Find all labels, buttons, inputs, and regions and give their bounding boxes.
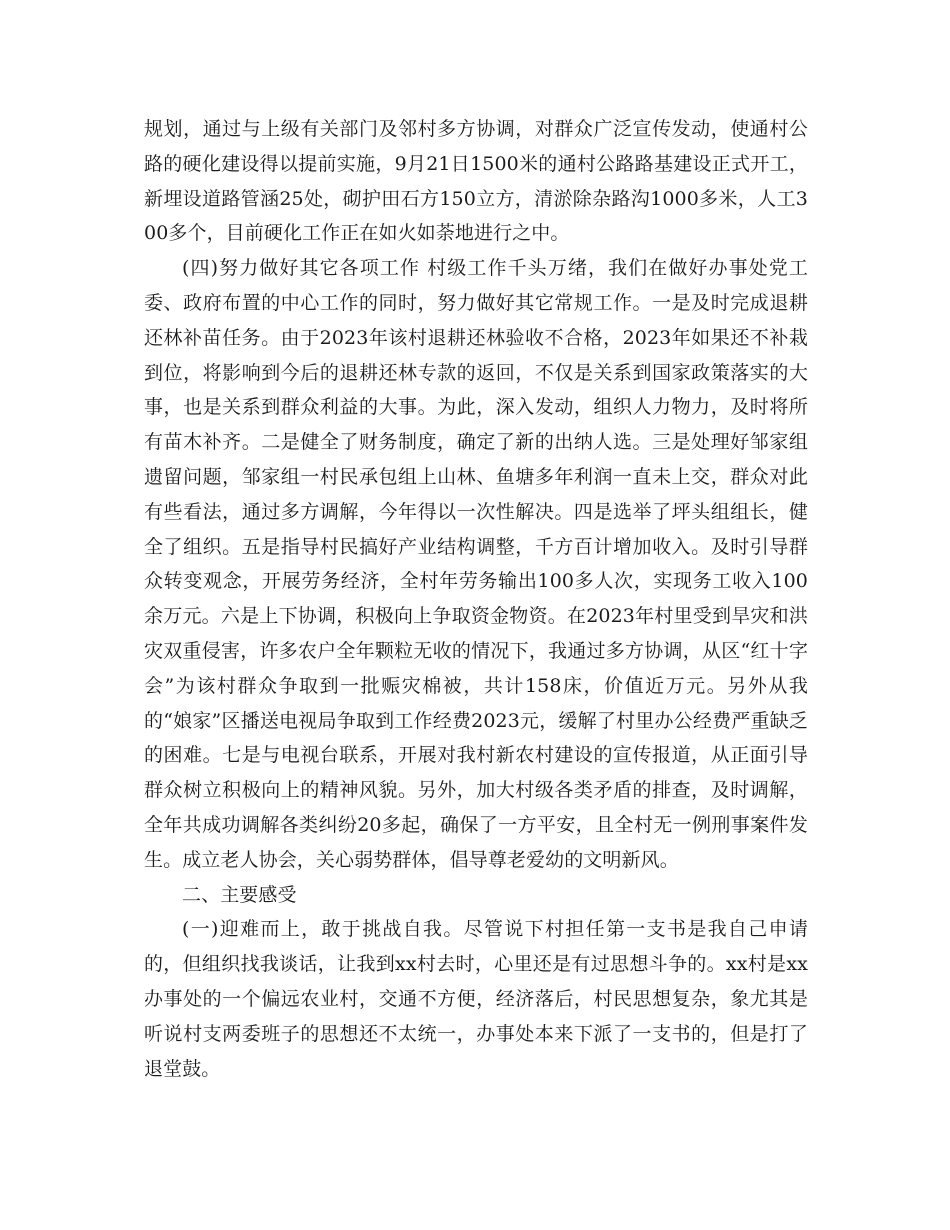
paragraph-road-construction: 规划，通过与上级有关部门及邻村多方协调，对群众广泛宣传发动，使通村公路的硬化建设得以提前实施，9月21日1500米的通村公路路基建设正式开工，新埋设道路管涵25处，砌护田石方150立方，清淤除杂路沟1000多米，人工300多个，目前硬化工作正在如火如荼地进行之中。	[144, 118, 808, 245]
paragraph-other-work: (四)努力做好其它各项工作 村级工作千头万绪，我们在做好办事处党工委、政府布置的中心工作的同时，努力做好其它常规工作。一是及时完成退耕还林补苗任务。由于2023年该村退耕还林验收不合格，2023年如果还不补栽到位，将影响到今后的退耕还林专款的返回，不仅是关系到国家政策落实的大事，也是关系到群众利益的大事。为此，深入发动，组织人力物力，及时将所有苗木补齐。二是健全了财务制度，确定了新的出纳人选。三是处理好邹家组遗留问题，邹家组一村民承包组上山林、鱼塘多年利润一直未上交，群众对此有些看法，通过多方调解，今年得以一次性解决。四是选举了坪头组组长，健全了组织。五是指导村民搞好产业结构调整，千方百计增加收入。及时引导群众转变观念，开展劳务经济，全村年劳务输出100多人次，实现务工收入100余万元。六是上下协调，积极向上争取资金物资。在2023年村里受到旱灾和洪灾双重侵害，许多农户全年颗粒无收的情况下，我通过多方协调，从区“红十字会”为该村群众争取到一批赈灾棉被，共计158床，价值近万元。另外从我的“娘家”区播送电视局争取到工作经费2023元，缓解了村里办公经费严重缺乏的困难。七是与电视台联系，开展对我村新农村建设的宣传报道，从正面引导群众树立积极向上的精神风貌。另外，加大村级各类矛盾的排查，及时调解，全年共成功调解各类纠纷20多起，确保了一方平安，且全村无一例刑事案件发生。成立老人协会，关心弱势群体，倡导尊老爱幼的文明新风。	[144, 257, 808, 871]
section-heading-main-feelings: 二、主要感受	[182, 883, 297, 906]
document-page	[144, 112, 808, 1086]
paragraph-challenge-self: (一)迎难而上，敢于挑战自我。尽管说下村担任第一支书是我自己申请的，但组织找我谈话，让我到xx村去时，心里还是有过思想斗争的。xx村是xx办事处的一个偏远农业村，交通不方便，经济落后，村民思想复杂，象尤其是听说村支两委班子的思想还不太统一，办事处本来下派了一支书的，但是打了退堂鼓。	[144, 918, 808, 1080]
